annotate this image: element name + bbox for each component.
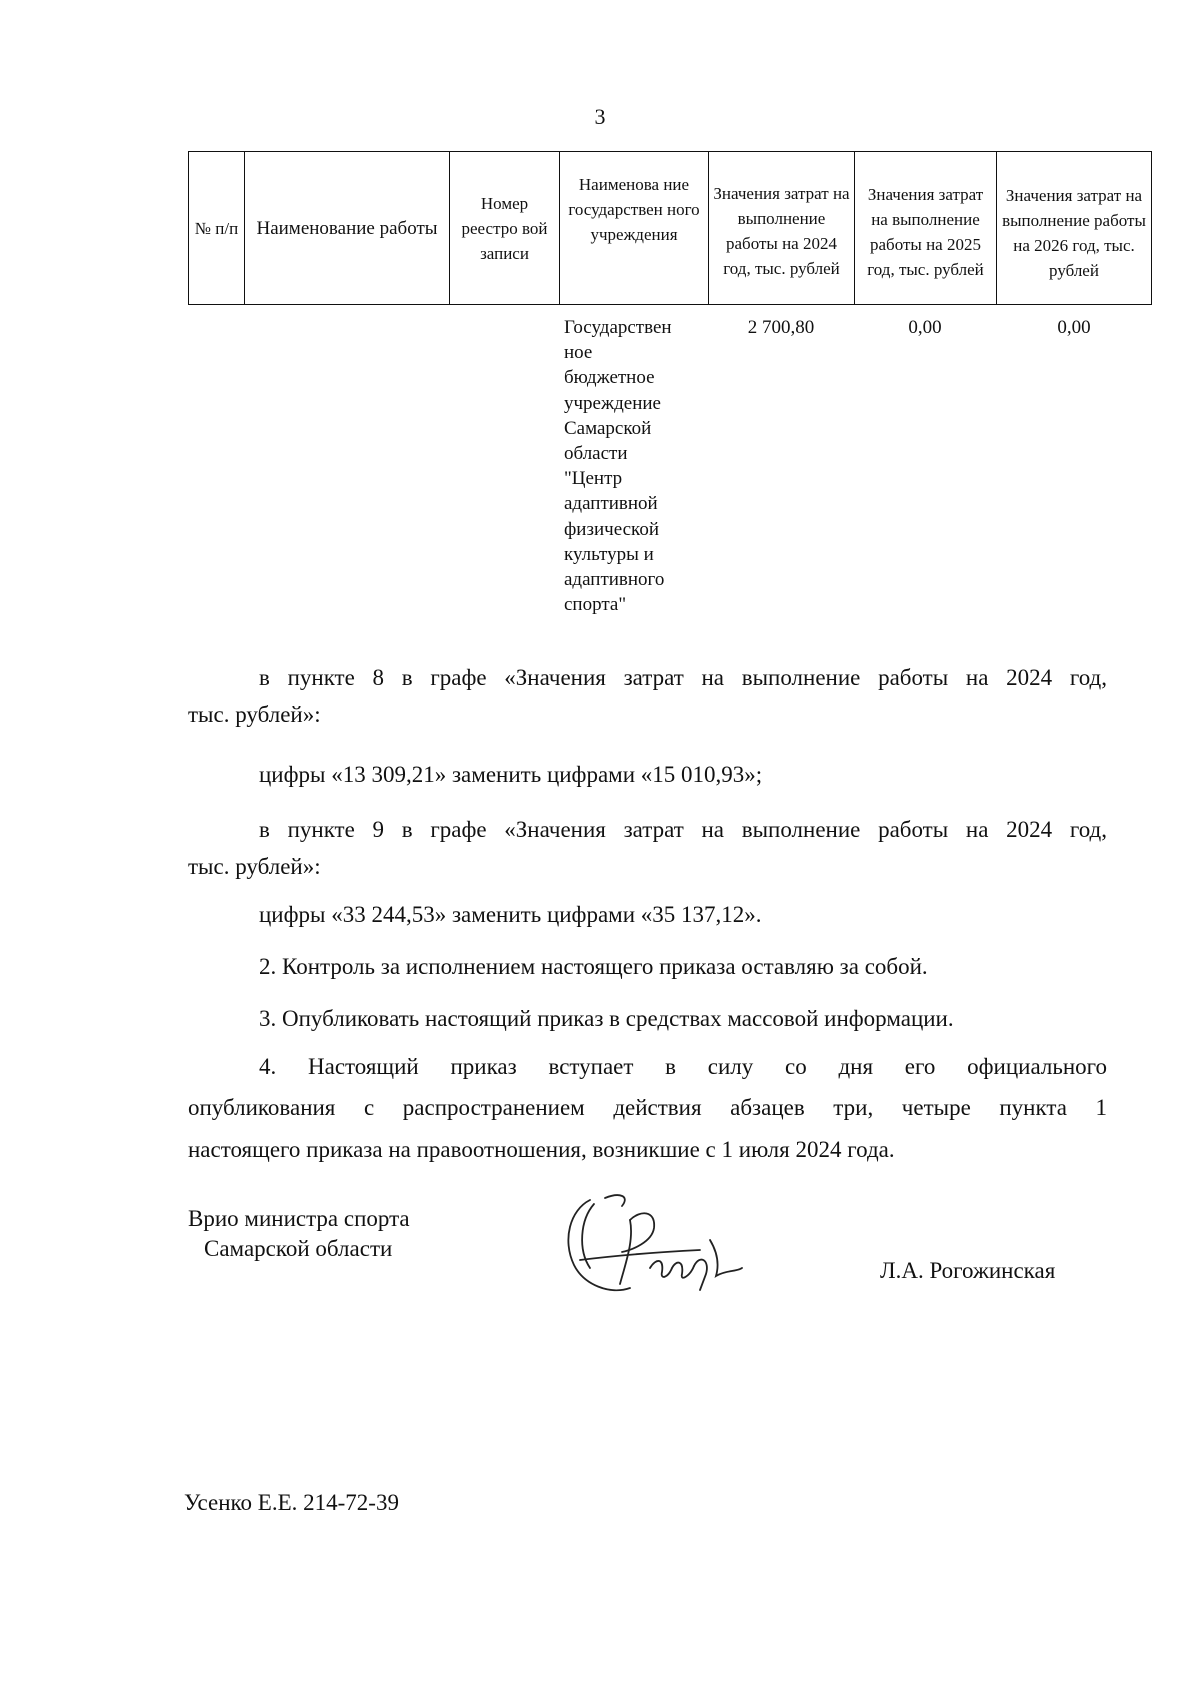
executor-contact: Усенко Е.Е. 214-72-39 (184, 1490, 399, 1515)
item8-line1: в пункте 8 в графе «Значения затрат на выполнение работы на 2024 год, (259, 665, 1107, 690)
item9-change: цифры «33 244,53» заменить цифрами «35 137,12». (259, 902, 762, 927)
institution-name: Государствен ное бюджетное учреждение Самарской области "Центр адаптивной физической культуры и адаптивного спорта" (564, 317, 672, 616)
header-registry-number: Номер реестро вой записи (449, 151, 559, 305)
page-number: 3 (594, 104, 606, 129)
signatory-position: Врио министра спорта Самарской области (188, 1206, 410, 1261)
signatory-name: Л.А. Рогожинская (880, 1258, 1056, 1283)
handwritten-signature (560, 1180, 780, 1310)
item3-text: 3. Опубликовать настоящий приказ в средствах массовой информации. (259, 1006, 954, 1031)
value-2024: 2 700,80 (747, 317, 815, 338)
item4-line3: настоящего приказа на правоотношения, возникшие с 1 июля 2024 года. (188, 1137, 895, 1162)
value-2025: 0,00 (908, 317, 942, 338)
item9-line1: в пункте 9 в графе «Значения затрат на выполнение работы на 2024 год, (259, 817, 1107, 842)
header-number: № п/п (188, 151, 244, 305)
header-work-name: Наименование работы (244, 151, 449, 305)
value-2026: 0,00 (1057, 317, 1091, 338)
item8-change: цифры «13 309,21» заменить цифрами «15 010,93»; (259, 762, 763, 787)
header-costs-2024: Значения затрат на выполнение работы на 2024 год, тыс. рублей (708, 151, 854, 305)
header-costs-2026: Значения затрат на выполнение работы на 2026 год, тыс. рублей (996, 151, 1152, 305)
item9-line2: тыс. рублей»: (188, 854, 321, 879)
header-institution: Наименова ние государствен ного учреждения (559, 151, 708, 305)
item2-text: 2. Контроль за исполнением настоящего приказа оставляю за собой. (259, 954, 928, 979)
item4-line2: опубликования с распространением действия абзацев три, четыре пункта 1 (188, 1095, 1107, 1120)
item8-line2: тыс. рублей»: (188, 702, 321, 727)
costs-table (188, 151, 1158, 632)
item4-line1: 4. Настоящий приказ вступает в силу со дня его официального (259, 1054, 1107, 1079)
header-costs-2025: Значения затрат на выполнение работы на 2025 год, тыс. рублей (854, 151, 996, 305)
